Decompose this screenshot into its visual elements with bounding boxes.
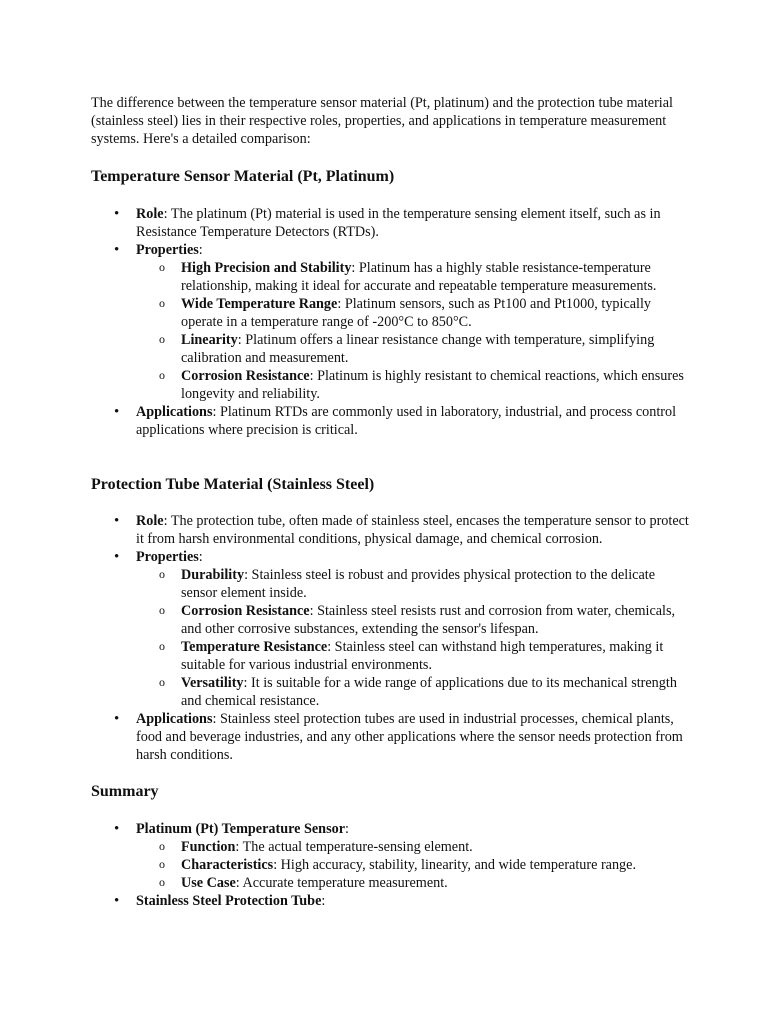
stainless-steel-list	[91, 512, 691, 764]
item-text: :	[198, 549, 203, 565]
item-label: Use Case	[181, 875, 236, 891]
item-text: :	[321, 893, 326, 909]
item-text: : It is suitable for a wide range of applications due to its mechanical strength and chemical resistance.	[181, 675, 677, 709]
section-heading-summary: Summary	[91, 783, 159, 800]
item-text: :	[198, 242, 203, 258]
platinum-properties-sublist	[136, 259, 691, 403]
list-item-platinum-sensor	[91, 820, 691, 892]
item-label: Corrosion Resistance	[181, 368, 310, 384]
stainless-properties-sublist	[136, 566, 691, 710]
sublist-item	[136, 838, 691, 856]
intro-paragraph: The difference between the temperature sensor material (Pt, platinum) and the protection tube material (stainless steel) lies in their respective roles, properties, and applications in temperature measurement systems. Here's a detailed comparison:	[91, 95, 673, 147]
summary-platinum-sublist	[136, 838, 691, 892]
item-text: : The actual temperature-sensing element.	[235, 839, 473, 855]
sublist-item	[136, 602, 691, 638]
item-label: Temperature Resistance	[181, 639, 328, 655]
sublist-item	[136, 295, 691, 331]
item-label: Corrosion Resistance	[181, 603, 310, 619]
list-item-stainless-tube	[91, 892, 691, 910]
item-text: : Stainless steel can withstand high temperatures, making it suitable for various industrial environments.	[181, 639, 664, 673]
item-label: Durability	[181, 567, 245, 583]
sublist-item	[136, 674, 691, 710]
sublist-item	[136, 367, 691, 403]
item-label: Stainless Steel Protection Tube	[136, 893, 322, 909]
sublist-item	[136, 638, 691, 674]
sublist-item	[136, 259, 691, 295]
item-label: Linearity	[181, 332, 238, 348]
sublist-item	[136, 331, 691, 367]
list-item-applications	[91, 403, 691, 439]
item-text: : Platinum offers a linear resistance change with temperature, simplifying calibration and measurement.	[181, 332, 655, 366]
item-text: : High accuracy, stability, linearity, and wide temperature range.	[273, 857, 636, 873]
item-text: : The platinum (Pt) material is used in the temperature sensing element itself, such as in Resistance Temperature Detectors (RTDs).	[136, 206, 661, 240]
summary-list	[91, 820, 691, 910]
item-text: : Stainless steel resists rust and corrosion from water, chemicals, and other corrosive substances, extending the sensor's lifespan.	[181, 603, 676, 637]
item-text: : Platinum has a highly stable resistance-temperature relationship, making it ideal for accurate and repeatable temperature measurements.	[181, 260, 657, 294]
list-item-properties	[91, 241, 691, 403]
item-label: Applications	[136, 711, 213, 727]
item-label: Characteristics	[181, 857, 274, 873]
item-label: Role	[136, 513, 164, 529]
list-item-properties	[91, 548, 691, 710]
item-label: Properties	[136, 242, 199, 258]
list-item-role	[91, 205, 691, 241]
item-text: : Platinum sensors, such as Pt100 and Pt1000, typically operate in a temperature range of -200°C to 850°C.	[181, 296, 652, 330]
item-label: Role	[136, 206, 164, 222]
list-item-applications	[91, 710, 691, 764]
sublist-item	[136, 856, 691, 874]
sublist-item	[136, 874, 691, 892]
item-label: Applications	[136, 404, 213, 420]
item-label: Platinum (Pt) Temperature Sensor	[136, 821, 345, 837]
item-text: : Accurate temperature measurement.	[235, 875, 448, 891]
item-label: Function	[181, 839, 236, 855]
item-label: High Precision and Stability	[181, 260, 352, 276]
item-text: : Platinum is highly resistant to chemical reactions, which ensures longevity and reliability.	[181, 368, 684, 402]
item-text: :	[345, 821, 349, 837]
item-label: Wide Temperature Range	[181, 296, 338, 312]
item-text: : Stainless steel protection tubes are used in industrial processes, chemical plants, food and beverage industries, and any other applications where the sensor needs protection from harsh conditions.	[136, 711, 683, 763]
item-label: Versatility	[181, 675, 244, 691]
section-heading-stainless-steel: Protection Tube Material (Stainless Steel)	[91, 476, 375, 493]
list-item-role	[91, 512, 691, 548]
item-text: : Stainless steel is robust and provides physical protection to the delicate sensor element inside.	[181, 567, 656, 601]
platinum-list	[91, 205, 691, 439]
sublist-item	[136, 566, 691, 602]
section-heading-platinum: Temperature Sensor Material (Pt, Platinum)	[91, 168, 395, 185]
item-text: : The protection tube, often made of stainless steel, encases the temperature sensor to protect it from harsh environmental conditions, physical damage, and chemical corrosion.	[136, 513, 689, 547]
item-label: Properties	[136, 549, 199, 565]
item-text: : Platinum RTDs are commonly used in laboratory, industrial, and process control applications where precision is critical.	[136, 404, 677, 438]
